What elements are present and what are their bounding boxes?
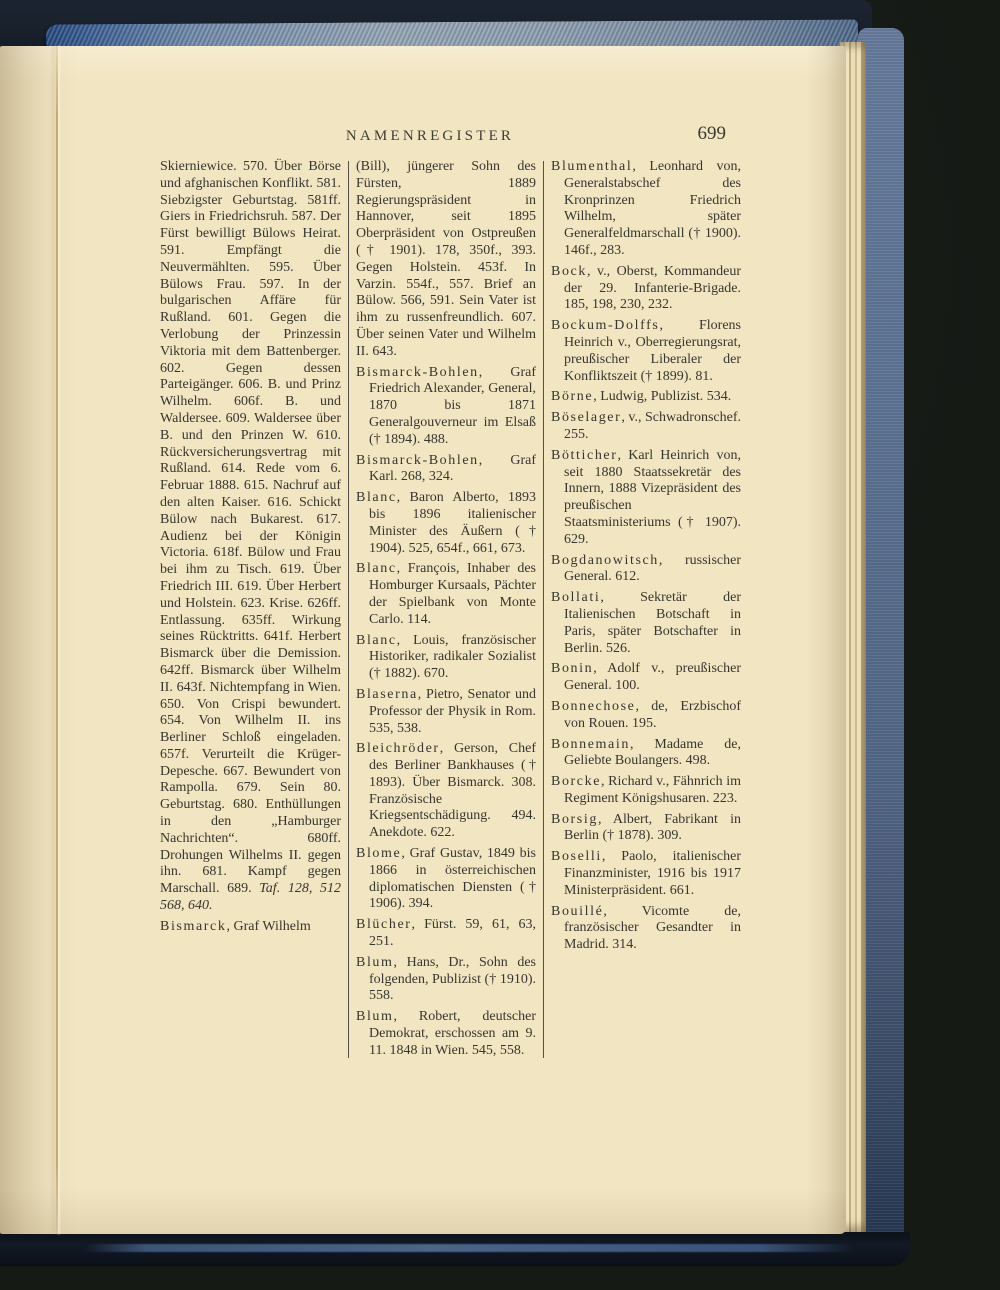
entry-headword: Bonnechose — [551, 698, 636, 714]
entry-italic-reference: Taf. 128, 512 568, 640. — [160, 881, 341, 914]
index-columns — [160, 159, 742, 1064]
entry-headword: Blome — [356, 846, 402, 862]
index-entry: Bonin, Adolf v., preußischer General. 100. — [551, 661, 741, 694]
index-entry: Borcke, Richard v., Fähnrich im Regiment Königshusaren. 223. — [551, 774, 741, 806]
index-column-2 — [356, 159, 536, 1064]
index-entry: Blanc, François, Inhaber des Homburger Kursaals, Pächter der Spielbank von Monte Carlo. 114. — [356, 561, 536, 627]
entry-headword: Böselager — [551, 410, 622, 426]
index-entry: Bouillé, Vicomte de, französischer Gesandter in Madrid. 314. — [551, 903, 741, 953]
entry-headword: Bismarck — [160, 918, 227, 934]
index-entry: Blum, Robert, deutscher Demokrat, erschossen am 9. 11. 1848 in Wien. 545, 558. — [356, 1009, 536, 1058]
index-entry: Bleichröder, Gerson, Chef des Berliner Bankhauses († 1893). Über Bismarck. 308. Französische Kriegsentschädigung. 494. Anekdote. 622. — [356, 741, 536, 841]
index-entry: Böselager, v., Schwadronschef. 255. — [551, 410, 742, 442]
entry-headword: Boselli — [551, 849, 602, 865]
index-entry: (Bill), jüngerer Sohn des Fürsten, 1889 Regierungspräsident in Hannover, seit 1895 Oberpräsident von Ostpreußen († 1901). 178, 350f., 393. Gegen Holstein. 453f. In Varzin. 554f., 557. Brief an Bülow. 566, 591. Sein Vater ist ihm zu russenfreundlich. 607. Über seinen Vater und Wilhelm II. 643. — [356, 159, 536, 359]
entry-headword: Bock — [551, 263, 587, 279]
index-entry: Blumenthal, Leonhard von, Generalstabschef des Kronprinzen Friedrich Wilhelm, später Generalfeldmarschall († 1900). 146f., 283. — [551, 159, 741, 258]
column-rule — [543, 161, 544, 1058]
entry-headword: Bollati — [551, 590, 601, 606]
page-header-title: NAMENREGISTER — [345, 128, 515, 144]
index-entry: Blaserna, Pietro, Senator und Professor der Physik in Rom. 535, 538. — [356, 686, 536, 736]
entry-headword: Bleichröder — [356, 741, 440, 757]
entry-headword: Bogdanowitsch — [551, 552, 659, 568]
index-entry: Bockum-Dolffs, Florens Heinrich v., Oberregierungsrat, preußischer Liberaler der Konfliktszeit († 1899). 81. — [551, 318, 741, 384]
index-entry: Bismarck, Graf Wilhelm — [160, 918, 311, 934]
entry-headword: Blaserna — [356, 686, 418, 702]
entry-headword: Blücher — [356, 917, 412, 933]
entry-headword: Bötticher — [551, 447, 618, 463]
entry-headword: Blanc — [356, 632, 397, 648]
page-number: 699 — [697, 123, 726, 144]
book-cover-bottom-edge — [0, 1232, 910, 1266]
entry-headword: Blanc — [356, 561, 397, 577]
entry-headword: Bockum-Dolffs — [551, 318, 660, 334]
index-entry: Bismarck-Bohlen, Graf Friedrich Alexander, General, 1870 bis 1871 Generalgouverneur im Elsaß († 1894). 488. — [356, 364, 536, 447]
index-column-1 — [160, 159, 341, 1064]
index-entry: Blücher, Fürst. 59, 61, 63, 251. — [356, 917, 536, 950]
index-entry: Borsig, Albert, Fabrikant in Berlin († 1878). 309. — [551, 811, 741, 844]
entry-headword: Bouillé — [551, 903, 604, 919]
index-entry: Bollati, Sekretär der Italienischen Botschaft in Paris, später Botschafter in Berlin. 526. — [551, 590, 741, 656]
running-head — [160, 123, 742, 148]
entry-headword: Bismarck-Bohlen — [356, 452, 479, 468]
index-column-3 — [551, 159, 741, 1064]
entry-headword: Bismarck-Bohlen — [356, 364, 479, 380]
entry-headword: Bonin — [551, 661, 594, 677]
gutter-crease — [56, 46, 58, 1234]
entry-headword: Blum — [356, 954, 394, 970]
entry-headword: Blanc — [356, 490, 397, 506]
index-entry: Skierniewice. 570. Über Börse und afghanischen Konflikt. 581. Siebzigster Geburtstag. 581ff. Giers in Friedrichsruh. 587. Der Fürst bewilligt Bülows Heirat. 591. Empfängt die Neuvermählten. 595. Über Bülows Frau. 597. In der bulgarischen Affäre für Rußland. 601. Gegen die Verlobung der Prinzessin Viktoria mit dem Battenberger. 602. Gegen dessen Parteigänger. 606. B. und Prinz Wilhelm. 606f. B. und Waldersee. 609. Waldersee über B. und den Prinzen W. 610. Rückversicherungsvertrag mit Rußland. 614. Rede vom 6. Februar 1888. 615. Nachruf auf den alten Kaiser. 616. Schickt Bülow nach Bukarest. 617. Audienz bei der Königin Victoria. 618f. Bülow und Frau bei ihm zu Tisch. 619. Über Friedrich III. 619. Über Herbert und Holstein. 623. Krise. 626ff. Entlassung. 635ff. Wirkung seines Rücktritts. 641f. Herbert Bismarck über die Demission. 642ff. Bismarck über Wilhelm II. 643f. Nichtempfang in Wien. 650. Von Crispi bewundert. 654. Von Wilhelm II. ins Berliner Schloß eingeladen. 657f. Verurteilt die Krüger-Depesche. 667. Bewundert von Rampolla. 679. Sein 80. Geburtstag. 680. Enthüllungen in den „Hamburger Nachrichten“. 680ff. Drohungen Wilhelms II. gegen ihn. 681. Kampf gegen Marschall. 689. Taf. 128, 512 568, 640. — [160, 159, 341, 914]
index-entry: Blanc, Baron Alberto, 1893 bis 1896 italienischer Minister des Äußern († 1904). 525, 654f., 661, 673. — [356, 490, 536, 556]
index-entry: Bonnechose, de, Erzbischof von Rouen. 195. — [551, 698, 741, 731]
page-content — [160, 123, 742, 1064]
index-entry: Börne, Ludwig, Publizist. 534. — [551, 389, 732, 405]
index-entry: Bismarck-Bohlen, Graf Karl. 268, 324. — [356, 452, 536, 485]
entry-headword: Blumenthal — [551, 159, 633, 174]
entry-headword: Blum — [356, 1009, 394, 1025]
entry-headword: Borsig — [551, 811, 598, 827]
column-rule — [348, 161, 349, 1058]
index-entry: Bonnemain, Madame de, Geliebte Boulangers. 498. — [551, 736, 741, 769]
index-entry: Bock, v., Oberst, Kommandeur der 29. Infanterie-Brigade. 185, 198, 230, 232. — [551, 263, 741, 313]
entry-headword: Borcke — [551, 774, 602, 790]
index-entry: Bogdanowitsch, russischer General. 612. — [551, 552, 741, 585]
index-entry: Blanc, Louis, französischer Historiker, radikaler Sozialist († 1882). 670. — [356, 632, 536, 682]
entry-headword: Börne — [551, 389, 594, 405]
cover-piping-highlight — [84, 1244, 854, 1252]
index-entry: Bötticher, Karl Heinrich von, seit 1880 Staatssekretär des Innern, 1888 Vizepräsident des preußischen Staatsministeriums († 1907). 629. — [551, 447, 741, 547]
index-entry: Blome, Graf Gustav, 1849 bis 1866 in österreichischen diplomatischen Diensten († 1906). 394. — [356, 846, 536, 912]
index-entry: Blum, Hans, Dr., Sohn des folgenden, Publizist († 1910). 558. — [356, 954, 536, 1004]
index-entry: Boselli, Paolo, italienischer Finanzminister, 1916 bis 1917 Ministerpräsident. 661. — [551, 849, 741, 898]
entry-headword: Bonnemain — [551, 736, 630, 752]
